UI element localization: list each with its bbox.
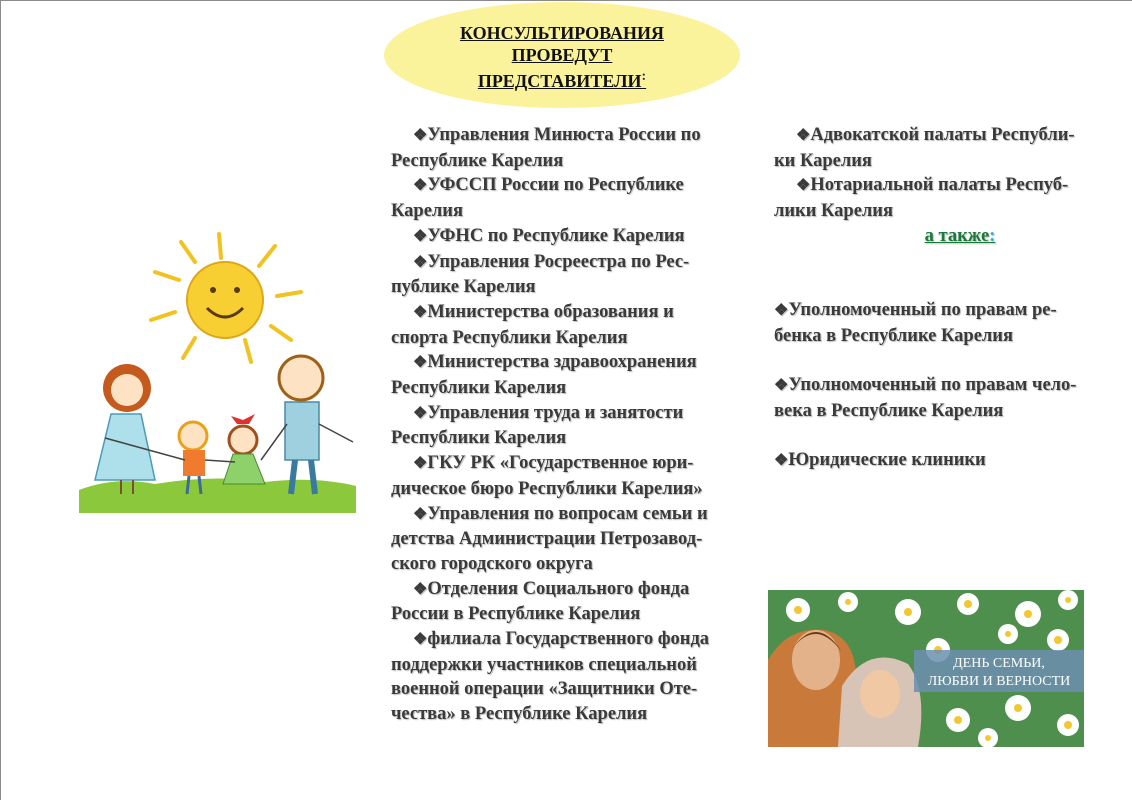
list-item-line: Управления Минюста России по <box>427 125 701 145</box>
page-frame-top <box>0 0 1132 1</box>
list-item-line: Республике Карелия <box>391 150 564 171</box>
list-item-line: детства Администрации Петрозавод- <box>391 529 703 550</box>
list-item <box>391 577 741 627</box>
list-item-line: спорта Республики Карелия <box>391 327 628 348</box>
title-line-3-text: ПРЕДСТАВИТЕЛИ <box>477 71 642 91</box>
bullet-icon: ❖ <box>796 127 811 144</box>
list-item-line: Управления труда и занятости <box>427 402 684 423</box>
title-line-3 <box>384 66 740 92</box>
list-item-line: УФНС по Республике Карелия <box>427 225 685 246</box>
list-item-line: бенка в Республике Карелия <box>774 325 1013 346</box>
list-item-line: Министерства здравоохранения <box>427 352 697 373</box>
bullet-icon: ❖ <box>413 227 428 245</box>
girl-icon <box>223 414 265 484</box>
list-item <box>391 173 741 223</box>
spacer <box>774 423 1106 448</box>
bullet-icon: ❖ <box>413 404 428 422</box>
list-item-line: ского городского округа <box>391 553 593 574</box>
list-item <box>391 250 741 300</box>
also-colon: : <box>989 225 996 246</box>
list-item-line: ки Карелия <box>774 150 872 171</box>
list-item-line: Республики Карелия <box>391 378 567 399</box>
sun-icon <box>151 234 301 362</box>
bullet-icon: ❖ <box>774 452 789 470</box>
bullet-icon: ❖ <box>774 301 789 319</box>
list-item <box>774 448 1106 474</box>
list-item-line: военной операции «Защитники Оте- <box>391 679 698 700</box>
list-item-line: Республики Карелия <box>391 428 567 449</box>
title-mark: : <box>641 69 647 84</box>
list-item <box>391 224 741 250</box>
bullet-icon: ❖ <box>413 580 428 598</box>
list-item-line: Управления по вопросам семьи и <box>427 503 708 524</box>
right-column-list <box>774 123 1106 474</box>
bullet-icon: ❖ <box>413 354 428 372</box>
bullet-icon: ❖ <box>413 631 428 649</box>
bullet-icon: ❖ <box>413 303 428 321</box>
bullet-icon: ❖ <box>413 177 428 195</box>
list-item-line: Юридические клиники <box>788 450 986 471</box>
list-item-line: России в Республике Карелия <box>391 604 641 625</box>
bullet-icon: ❖ <box>413 505 428 523</box>
page-title <box>384 22 740 92</box>
also-label: а также <box>924 225 990 246</box>
spacer <box>774 249 1106 274</box>
page-frame-left <box>0 0 1 800</box>
family-day-banner <box>768 590 1084 747</box>
list-item-line: Управления Росреестра по Рес- <box>427 251 690 272</box>
list-item-line: лики Карелия <box>774 201 893 222</box>
list-item-line: века в Республике Карелия <box>774 400 1004 421</box>
list-item-line: публике Карелия <box>391 277 536 298</box>
mother-icon <box>95 364 155 494</box>
list-item-line: УФССП России по Республике <box>427 175 684 196</box>
banner-line-2: ЛЮБВИ И ВЕРНОСТИ <box>927 674 1071 689</box>
bullet-icon: ❖ <box>413 253 428 271</box>
list-item-line: Министерства образования и <box>427 301 674 322</box>
bullet-icon: ❖ <box>413 127 428 144</box>
list-item <box>774 173 1106 223</box>
list-item <box>391 401 741 451</box>
list-item <box>391 627 741 727</box>
list-item-line: Нотариальной палаты Респуб- <box>810 175 1069 196</box>
bullet-icon: ❖ <box>413 455 428 473</box>
list-item <box>774 298 1106 348</box>
spacer <box>774 273 1106 298</box>
title-line-1: КОНСУЛЬТИРОВАНИЯ <box>460 23 664 43</box>
also-heading <box>774 224 1106 249</box>
list-item-line: поддержки участников специальной <box>391 654 697 675</box>
bullet-icon: ❖ <box>774 376 789 394</box>
banner-line-1: ДЕНЬ СЕМЬИ, <box>953 656 1045 671</box>
bullet-icon: ❖ <box>796 177 811 195</box>
list-item-line: ГКУ РК «Государственное юри- <box>427 453 694 474</box>
list-item <box>774 123 1106 173</box>
left-column-list <box>391 123 741 727</box>
list-item <box>391 502 741 577</box>
list-item-line: дическое бюро Республики Карелия» <box>391 478 703 499</box>
list-item-line: Адвокатской палаты Республи- <box>810 125 1075 145</box>
list-item-line: Карелия <box>391 201 463 222</box>
spacer <box>774 348 1106 373</box>
list-item <box>774 373 1106 423</box>
family-sun-illustration <box>75 228 358 513</box>
list-item-line: Отделения Социального фонда <box>427 578 690 599</box>
list-item <box>391 350 741 400</box>
list-item-line: Уполномоченный по правам ре- <box>788 299 1057 320</box>
list-item <box>391 123 741 173</box>
list-item-line: Уполномоченный по правам чело- <box>788 374 1077 395</box>
list-item-line: чества» в Республике Карелия <box>391 704 648 725</box>
title-line-2: ПРОВЕДУТ <box>511 45 613 65</box>
list-item <box>391 451 741 501</box>
list-item <box>391 300 741 350</box>
list-item-line: филиала Государственного фонда <box>427 629 710 650</box>
